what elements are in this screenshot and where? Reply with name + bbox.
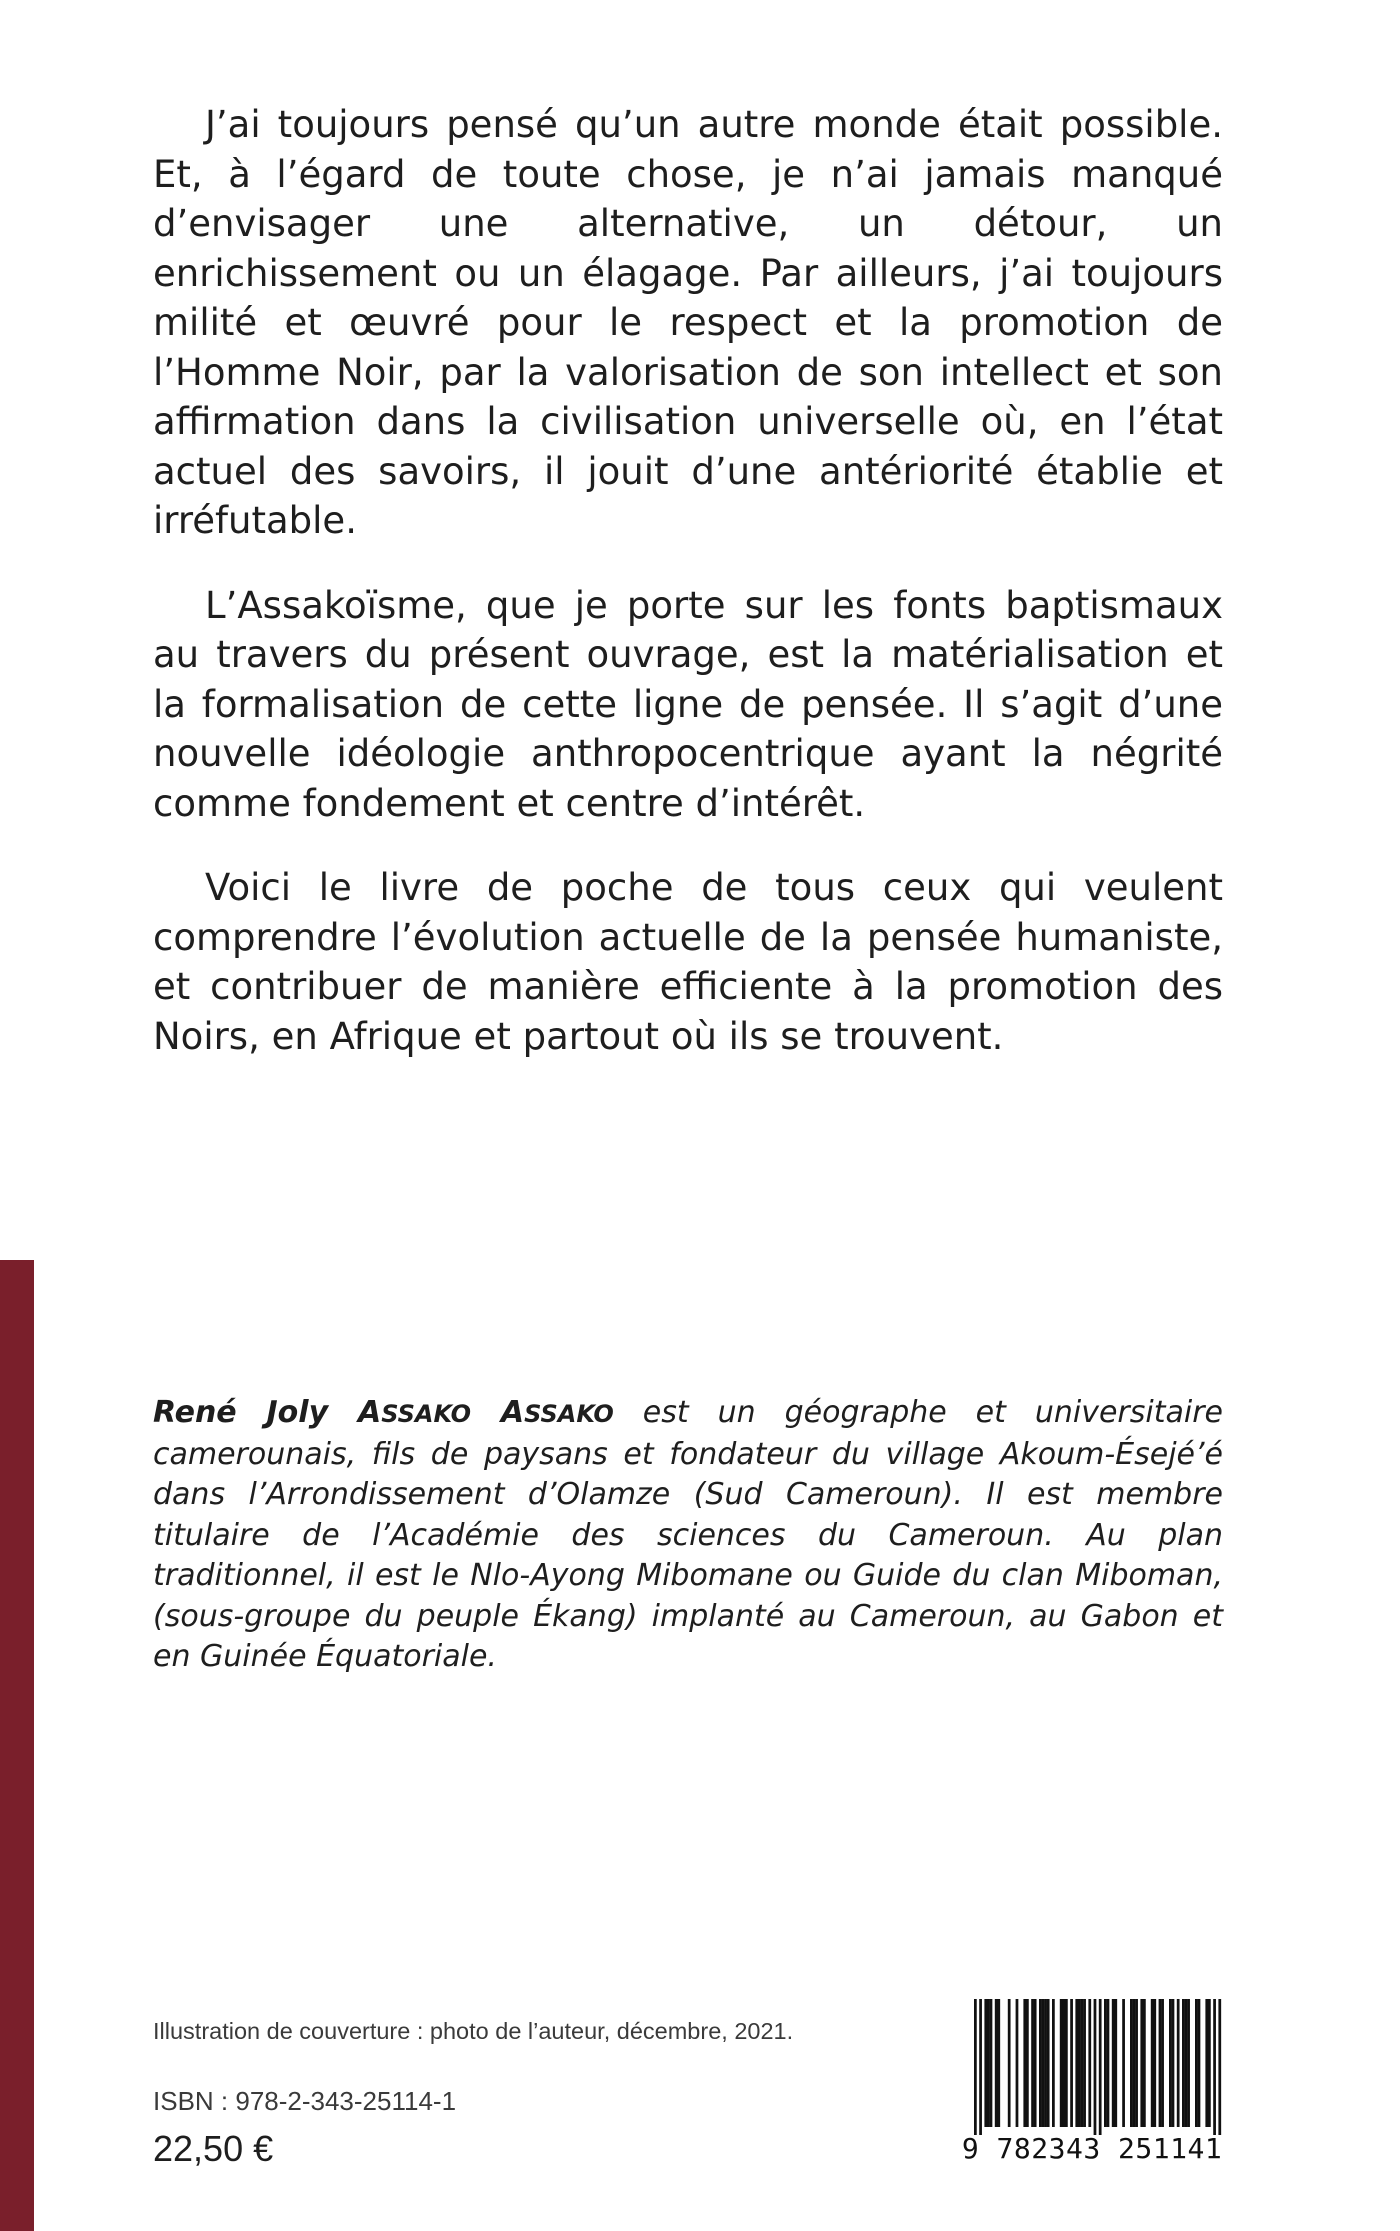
barcode-bar [974, 1999, 977, 2135]
barcode-bar [1130, 1999, 1133, 2127]
author-surname-initial-1: A [358, 1395, 382, 1430]
barcode-bar [984, 1999, 987, 2127]
blurb-paragraph-1: J’ai toujours pensé qu’un autre monde était possible. Et, à l’égard de toute chose, je n’ai jamais manqué d’envisager une alternative, un détour, un enrichissement ou un élagage. Par ailleurs, j’ai toujours milité et œuvré pour le respect et la promotion de l’Homme Noir, par la valorisation de son intellect et son affirmation dans la civilisation universelle où, en l’état actuel des savoirs, il jouit d’une antériorité établie et irréfutable. [153, 103, 1223, 542]
isbn-number: ISBN : 978-2-343-25114-1 [153, 2086, 457, 2116]
author-surname-initial-2: A [500, 1395, 525, 1430]
barcode-bar [1083, 1999, 1086, 2127]
barcode-bar [987, 1999, 990, 2127]
barcode-bar [979, 1999, 982, 2135]
author-surname-rest-2: SSAKO [524, 1400, 614, 1428]
barcode-bar [997, 1999, 1000, 2127]
barcode-bar [1133, 1999, 1136, 2127]
spine-color-band [0, 1260, 34, 2231]
barcode-bar [1094, 1999, 1097, 2135]
barcode-bar [1107, 1999, 1110, 2127]
barcode-bar [1031, 1999, 1034, 2127]
barcode-bar [1122, 1999, 1125, 2127]
barcode-digits: 9 782343 251141 [961, 2132, 1223, 2165]
price: 22,50 € [153, 2128, 274, 2169]
barcode-bar [1135, 1999, 1138, 2127]
author-surname-rest-1: SSAKO [381, 1400, 471, 1428]
barcode-bar [990, 1999, 993, 2127]
barcode-bar [1140, 1999, 1143, 2127]
barcode-bar [1161, 1999, 1164, 2127]
barcode-bar [1070, 1999, 1073, 2127]
author-first-name: René Joly [153, 1395, 358, 1430]
barcode-bar [1065, 1999, 1068, 2127]
barcode-bar [1153, 1999, 1156, 2127]
barcode-bar [1008, 1999, 1011, 2127]
barcode-bar [1218, 1999, 1221, 2135]
author-name [153, 1395, 614, 1430]
blurb-paragraph-3: Voici le livre de poche de tous ceux qui veulent comprendre l’évolution actuelle de la pensée humaniste, et contribuer de manière efficiente à la promotion des Noirs, en Afrique et partout où ils se trouvent. [153, 866, 1223, 1058]
barcode-bar [1143, 1999, 1146, 2127]
barcode-bar [1213, 1999, 1216, 2135]
barcode-bar [1039, 1999, 1042, 2127]
barcode-bar [1205, 1999, 1208, 2127]
barcode-bar [1023, 1999, 1026, 2127]
barcode-bar [1026, 1999, 1029, 2127]
barcode-bar [1078, 1999, 1081, 2127]
barcode-bar [1075, 1999, 1078, 2127]
barcode-bar [1081, 1999, 1084, 2127]
barcode-bar [1198, 1999, 1201, 2127]
author-bio-text: est un géographe et universitaire camerounais, fils de paysans et fondateur du village Akoum-Ésejé’é dans l’Arrondissement d’Olamze (Sud Cameroun). Il est membre titulaire de l’Académie des sciences du Cameroun. Au plan traditionnel, il est le Nlo-Ayong Mibomane ou Guide du clan Miboman, (sous-groupe du peuple Ékang) implanté au Cameroun, au Gabon et en Guinée Équatoriale. [153, 1395, 1223, 1674]
isbn-barcode [952, 1995, 1232, 2170]
barcode-bars [952, 1995, 1232, 2135]
barcode-bar [1177, 1999, 1180, 2127]
barcode-bar [1044, 1999, 1047, 2127]
blurb [153, 100, 1223, 1096]
barcode-bar [1099, 1999, 1102, 2135]
barcode-bar [1060, 1999, 1063, 2127]
barcode-bar [1151, 1999, 1154, 2127]
cover-illustration-credit: Illustration de couverture : photo de l’auteur, décembre, 2021. [153, 2018, 794, 2044]
barcode-bar [1112, 1999, 1115, 2127]
barcode-bar [1114, 1999, 1117, 2127]
barcode-bar [1172, 1999, 1175, 2127]
barcode-bar [1047, 1999, 1050, 2127]
barcode-bar [1088, 1999, 1091, 2127]
barcode-bar [1104, 1999, 1107, 2127]
barcode-bar [1185, 1999, 1188, 2127]
barcode-bar [995, 1999, 998, 2127]
barcode-bar [1187, 1999, 1190, 2127]
barcode-bar [1052, 1999, 1055, 2127]
author-bio [153, 1393, 1223, 1678]
barcode-bar [1169, 1999, 1172, 2127]
barcode-bar [1042, 1999, 1045, 2127]
barcode-bar [1195, 1999, 1198, 2127]
barcode-bar [1062, 1999, 1065, 2127]
blurb-paragraph-2: L’Assakoïsme, que je porte sur les fonts baptismaux au travers du présent ouvrage, est la matérialisation et la formalisation de cette ligne de pensée. Il s’agit d’une nouvelle idéologie anthropocentrique ayant la négrité comme fondement et centre d’intérêt. [153, 583, 1223, 825]
barcode-bar [1034, 1999, 1037, 2127]
barcode-bar [1159, 1999, 1162, 2127]
barcode-bar [1182, 1999, 1185, 2127]
barcode-bar [1016, 1999, 1019, 2127]
barcode-bar [1208, 1999, 1211, 2127]
